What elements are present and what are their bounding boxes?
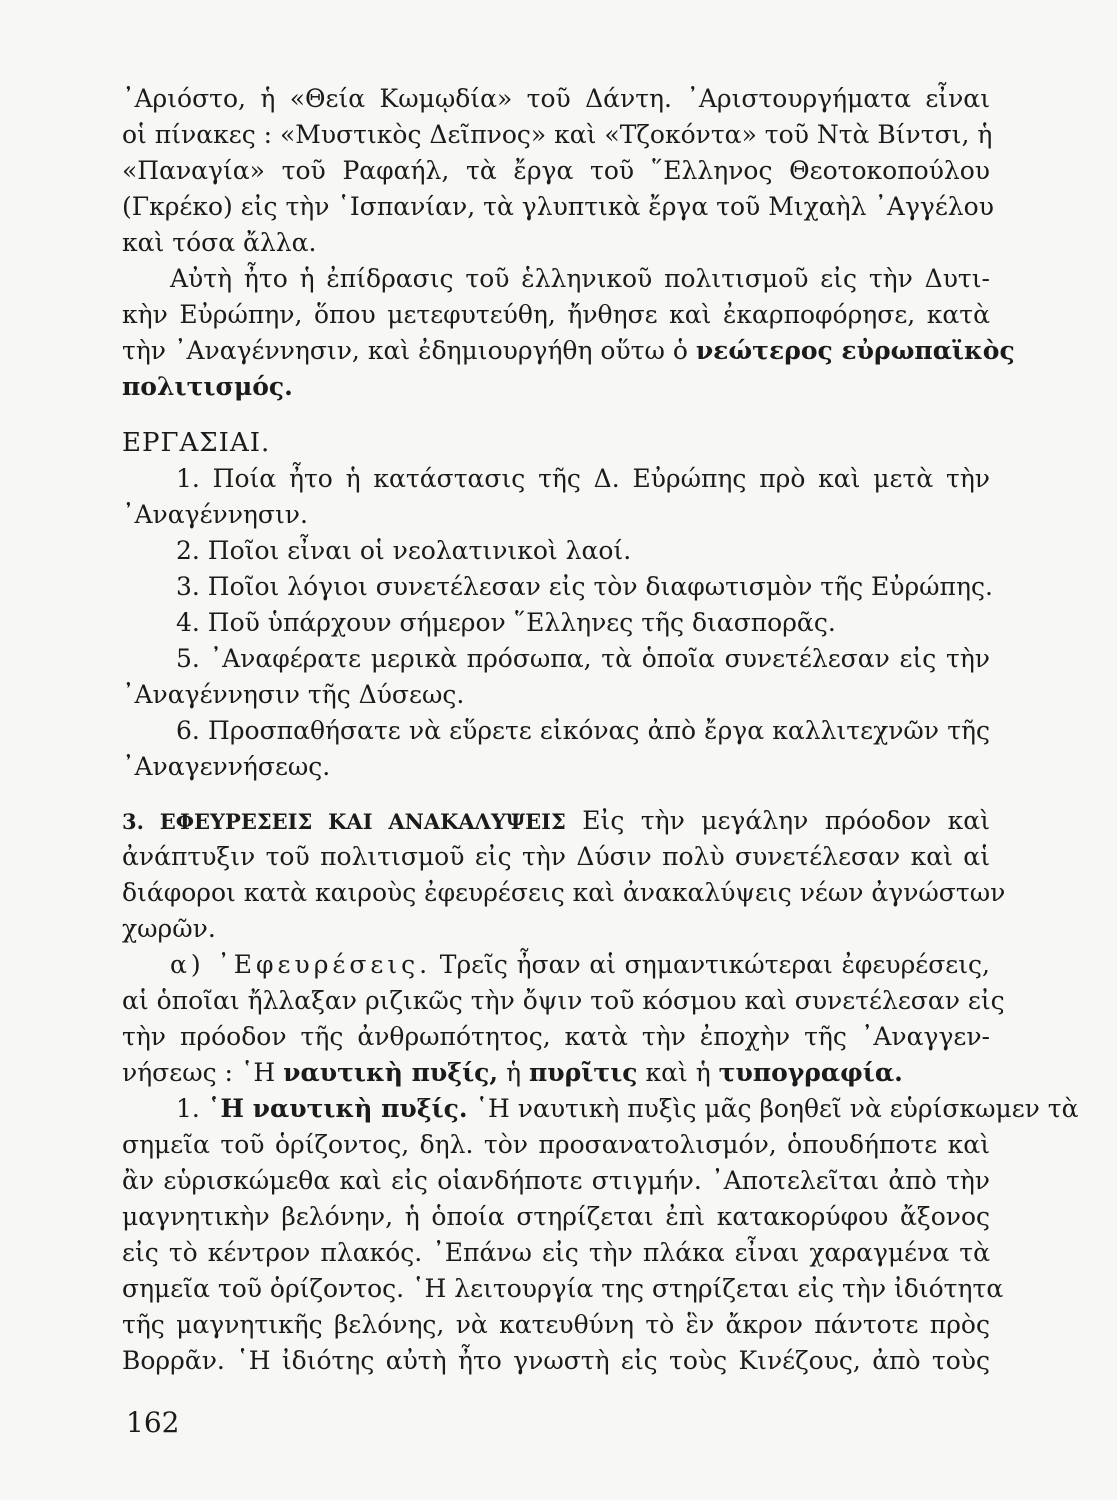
exercise-item: 4. Ποῦ ὑπάρχουν σήμερον ῞Ελληνες τῆς διασπορᾶς. [176, 608, 836, 637]
text-span: ἡ [506, 1058, 522, 1087]
exercise-item: 6. Προσπαθήσατε νὰ εὕρετε εἰκόνας ἀπὸ ἔργα καλλιτεχνῶν τῆς [176, 716, 990, 745]
bold-term: ναυτικὴ πυξίς, [283, 1058, 499, 1087]
text-line: μαγνητικὴν βελόνην, ἡ ὁποία στηρίζεται ἐπὶ κατακορύφου ἄξονος [122, 1202, 990, 1231]
exercise-item-continued: ᾿Αναγεννήσεως. [122, 752, 331, 781]
exercises-heading: ΕΡΓΑΣΙΑΙ. [122, 428, 271, 458]
exercise-item: 3. Ποῖοι λόγιοι συνετέλεσαν εἰς τὸν διαφωτισμὸν τῆς Εὐρώπης. [176, 572, 993, 601]
text-span: ῾Η ναυτικὴ πυξὶς μᾶς βοηθεῖ νὰ εὑρίσκωμεν τὰ [475, 1094, 1079, 1123]
text-line: κὴν Εὐρώπην, ὅπου μετεφυτεύθη, ἤνθησε καὶ ἐκαρποφόρησε, κατὰ [122, 300, 990, 329]
bold-term: ῾Η ναυτικὴ πυξίς. [207, 1094, 468, 1123]
exercise-item-continued: ᾿Αναγέννησιν. [122, 500, 308, 529]
text-span: Εἰς τὴν μεγάλην πρόοδον καὶ [582, 806, 990, 835]
subsection-label: α) ᾿Εφευρέσεις. [170, 950, 432, 979]
text-line: (Γκρέκο) εἰς τὴν ῾Ισπανίαν, τὰ γλυπτικὰ ἔργα τοῦ Μιχαὴλ ᾿Αγγέλου [122, 192, 994, 221]
text-line: ἀνάπτυξιν τοῦ πολιτισμοῦ εἰς τὴν Δύσιν πολὺ συνετέλεσαν καὶ αἱ [122, 842, 990, 871]
text-line [122, 1056, 990, 1090]
section-title-line [122, 804, 990, 839]
text-line: «Παναγία» τοῦ Ραφαήλ, τὰ ἔργα τοῦ ῞Ελληνος Θεοτοκοπούλου [122, 156, 990, 185]
subsection-line [170, 948, 990, 982]
text-line: τῆς μαγνητικῆς βελόνης, νὰ κατευθύνη τὸ ἓν ἄκρον πάντοτε πρὸς [122, 1310, 990, 1339]
exercise-item: 2. Ποῖοι εἶναι οἱ νεολατινικοὶ λαοί. [176, 536, 632, 565]
text-line [122, 334, 1015, 368]
text-line: σημεῖα τοῦ ὁρίζοντος, δηλ. τὸν προσανατολισμόν, ὁπουδήποτε καὶ [122, 1130, 990, 1159]
text-span: νήσεως : ῾Η [122, 1058, 276, 1087]
text-line: οἱ πίνακες : «Μυστικὸς Δεῖπνος» καὶ «Τζοκόντα» τοῦ Ντὰ Βίντσι, ἡ [122, 120, 993, 149]
text-line: αἱ ὁποῖαι ἤλλαξαν ριζικῶς τὴν ὄψιν τοῦ κόσμου καὶ συνετέλεσαν εἰς [122, 986, 1005, 1015]
bold-term: νεώτερος εὐρωπαϊκὸς [695, 336, 1015, 365]
item-number: 1. [176, 1094, 200, 1123]
exercise-item: 5. ᾿Αναφέρατε μερικὰ πρόσωπα, τὰ ὁποῖα συνετέλεσαν εἰς τὴν [176, 644, 990, 673]
text-line: καὶ τόσα ἄλλα. [122, 228, 317, 257]
text-span: τὴν ᾿Αναγέννησιν, καὶ ἐδημιουργήθη οὕτω ὁ [122, 336, 688, 365]
text-line [176, 1092, 1079, 1126]
text-line: ᾿Αριόστο, ἡ «Θεία Κωμῳδία» τοῦ Δάντη. ᾿Αριστουργήματα εἶναι [122, 84, 990, 113]
text-line: εἰς τὸ κέντρον πλακός. ᾿Επάνω εἰς τὴν πλάκα εἶναι χαραγμένα τὰ [122, 1238, 990, 1267]
page-number: 162 [126, 1406, 180, 1439]
exercise-item-continued: ᾿Αναγέννησιν τῆς Δύσεως. [122, 680, 465, 709]
text-line: ἂν εὑρισκώμεθα καὶ εἰς οἱανδήποτε στιγμήν. ᾿Αποτελεῖται ἀπὸ τὴν [122, 1166, 990, 1195]
text-line: Βορρᾶν. ῾Η ἰδιότης αὐτὴ ἦτο γνωστὴ εἰς τοὺς Κινέζους, ἀπὸ τοὺς [122, 1346, 990, 1375]
text-line: Αὐτὴ ἦτο ἡ ἐπίδρασις τοῦ ἑλληνικοῦ πολιτισμοῦ εἰς τὴν Δυτι- [170, 264, 990, 293]
text-line: διάφοροι κατὰ καιροὺς ἐφευρέσεις καὶ ἀνακαλύψεις νέων ἀγνώστων [122, 878, 1006, 907]
text-span: καὶ ἡ [645, 1058, 711, 1087]
text-line: χωρῶν. [122, 914, 216, 943]
section-title: 3. ΕΦΕΥΡΕΣΕΙΣ ΚΑΙ ΑΝΑΚΑΛΥΨΕΙΣ [122, 809, 566, 834]
bold-term: πυρῖτις [529, 1058, 638, 1087]
bold-term: τυπογραφία. [718, 1058, 903, 1087]
text-line: σημεῖα τοῦ ὁρίζοντος. ῾Η λειτουργία της στηρίζεται εἰς τὴν ἰδιότητα [122, 1274, 1004, 1303]
bold-term: πολιτισμός. [122, 372, 293, 401]
text-span: Τρεῖς ἦσαν αἱ σημαντικώτεραι ἐφευρέσεις, [439, 950, 991, 979]
exercise-item: 1. Ποία ἦτο ἡ κατάστασις τῆς Δ. Εὐρώπης πρὸ καὶ μετὰ τὴν [176, 464, 990, 493]
text-line: τὴν πρόοδον τῆς ἀνθρωπότητος, κατὰ τὴν ἐποχὴν τῆς ᾿Αναγγεν- [122, 1022, 990, 1051]
